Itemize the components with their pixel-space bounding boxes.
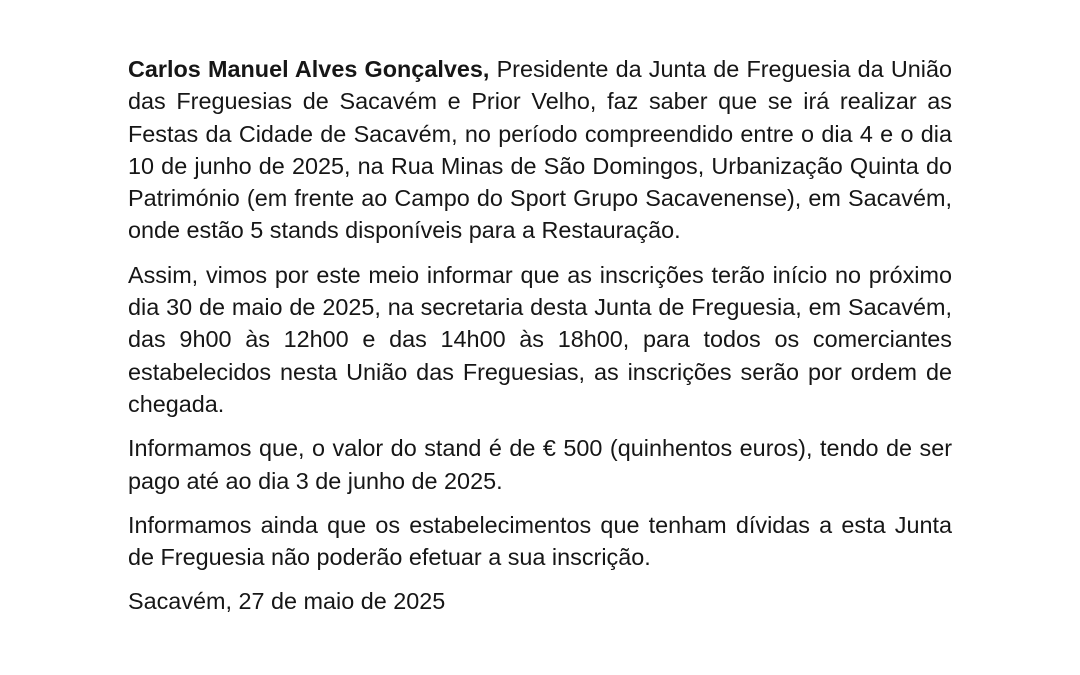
announcement-text: Presidente da Junta de Freguesia da União das Freguesias de Sacavém e Prior Velho, faz saber que se irá realizar as Festas da Cidade de Sacavém, no período compreendido entre o dia 4 e o dia 10 de junho de 2025, na Rua Minas de São Domingos, Urbanização Quinta do Património (em frente ao Campo do Sport Grupo Sacavenense), em Sacavém, onde estão 5 stands disponíveis para a Restauração. [128,56,953,244]
document-body [128,53,952,618]
paragraph-debts-notice: Informamos ainda que os estabelecimentos que tenham dívidas a esta Junta de Freguesia não poderão efetuar a sua inscrição. [128,511,952,571]
paragraph-stand-price: Informamos que, o valor do stand é de € 500 (quinhentos euros), tendo de ser pago até ao dia 3 de junho de 2025. [128,435,952,494]
author-name: Carlos Manuel Alves Gonçalves, [128,56,490,82]
closing-place-date: Sacavém, 27 de maio de 2025 [128,588,446,615]
paragraph-registration: Assim, vimos por este meio informar que as inscrições terão início no próximo dia 30 de maio de 2025, na secretaria desta Junta de Freguesia, em Sacavém, das 9h00 às 12h00 e das 14h00 às 18h00, para todos os comerciantes estabelecidos nesta União das Freguesias, as inscrições serão por ordem de chegada. [128,261,952,417]
paragraph-announcement [128,53,952,247]
